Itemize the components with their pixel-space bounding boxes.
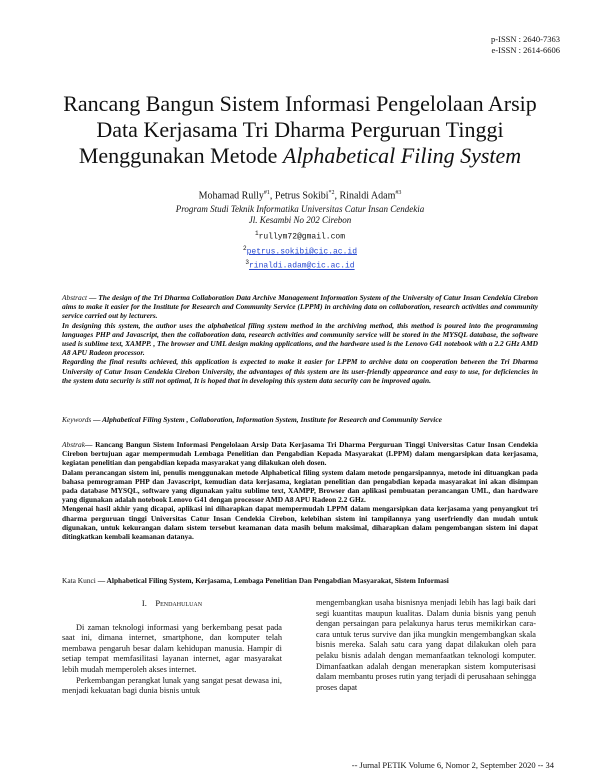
keywords-id-lead: Kata Kunci <box>62 576 96 585</box>
author-2-mark: *2 <box>328 190 335 196</box>
keywords-id-text: — Alphabetical Filing System, Kerjasama, Lembaga Penelitian Dan Pengabdian Masyarakat, Sistem Informasi <box>95 576 449 585</box>
email-3[interactable] <box>0 257 600 272</box>
abstract-id-lead: Abstrak <box>62 440 85 449</box>
email-list <box>0 228 600 272</box>
section-title: Pendahuluan <box>155 598 203 608</box>
author-1-mark: #1 <box>263 190 270 196</box>
title-italic: Alphabetical Filing System <box>282 142 522 168</box>
abstract-id-p1 <box>62 440 538 468</box>
email-2-mark: 2 <box>242 244 247 252</box>
email-2-link[interactable]: petrus.sokibi@cic.ac.id <box>246 247 358 257</box>
title-main: Rancang Bangun Sistem Informasi Pengelolaan Arsip Data Kerjasama Tri Dharma Perguruan Tinggi Menggunakan Metode <box>63 90 537 168</box>
affiliation-address: Jl. Kesambi No 202 Cirebon <box>248 215 352 225</box>
affiliation <box>0 204 600 226</box>
electronic-issn: e-ISSN : 2614-6606 <box>491 45 560 55</box>
section-number: I. <box>141 598 147 608</box>
author-3-mark: #3 <box>395 190 402 196</box>
page-footer: -- Jurnal PETIK Volume 6, Nomor 2, September 2020 -- 34 <box>351 760 554 770</box>
keywords-en-lead: Keywords <box>62 415 92 424</box>
intro-paragraph-1: Di zaman teknologi informasi yang berkembang pesat pada saat ini, dimana internet, smartphone, dan komputer telah membawa pengaruh besar dalam kehidupan manusia. Hampir di setiap tempat memfasilitasi layanan internet, agar masyarakat lebih mudah memperoleh akses internet. <box>62 622 282 674</box>
keywords-indonesian <box>62 576 538 585</box>
section-heading <box>62 598 282 609</box>
author-3: , Rinaldi Adam <box>334 190 396 202</box>
email-1-mark: 1 <box>254 230 259 237</box>
abstract-en-lead: Abstract <box>62 293 88 302</box>
author-2: , Petrus Sokibi <box>269 190 329 202</box>
abstract-en-p1-text: — The design of the Tri Dharma Collaboration Data Archive Management Information System of the University of Catur Insan Cendekia Cirebon aims to make it easier for the Institute for Research and Community Service (LPPM) in archiving data on collaboration, research activities and community service carried out by lecturers. <box>62 293 538 321</box>
column-left <box>62 598 282 697</box>
issn-block <box>491 34 560 56</box>
email-1-text: rullym72@gmail.com <box>258 232 346 242</box>
abstract-indonesian <box>62 440 538 541</box>
author-1: Mohamad Rully <box>198 190 264 202</box>
affiliation-institution: Program Studi Teknik Informatika Universitas Catur Insan Cendekia <box>175 204 425 214</box>
abstract-english <box>62 293 538 385</box>
author-list <box>0 190 600 201</box>
abstract-id-p3: Mengenai hasil akhir yang dicapai, aplikasi ini diharapkan dapat mempermudah LPPM dalam mengarsipkan data kerjasama yang penyangkut tri dharma perguruan tinggi Universitas Catur Insan Cendekia Cirebon, kelebihan sistem ini tampilannya yang userfriendly dan mudah untuk digunakan, untuk kekurangan dalam sistem tersebut keamanan data masih belum maksimal, diharapkan dalam pengembangan sistem ini dapat ditingkatkan kembali keamanan datanya. <box>62 504 538 542</box>
print-issn: p-ISSN : 2640-7363 <box>491 34 560 44</box>
intro-paragraph-2: Perkembangan perangkat lunak yang sangat pesat dewasa ini, menjadi kekuatan bagi dunia bisnis untuk <box>62 675 282 696</box>
column-right <box>316 598 536 693</box>
abstract-id-p1-text: — Rancang Bangun Sistem Informasi Pengelolaan Arsip Data Kerjasama Tri Dharma Perguruan Tinggi Universitas Catur Insan Cendekia Cirebon bertujuan agar mempermudah Lembaga Penelitian dan Pengabdian Kepada Masyarakat (LPPM) dalam mengarsipkan data kerjasama, kegiatan penelitian dan pengabdian kepada masyarakat yang dilakukan oleh dosen. <box>62 440 538 468</box>
abstract-id-p2: Dalam perancangan sistem ini, penulis menggunakan metode Alphabetical filing system dalam metode pengarsipannya, metode ini dituangkan pada bahasa pemrograman PHP dan Javascript, kemudian data kerjasama, kegiatan penelitian dan pengabdian kepada masyarakat ini akan disimpan pada database MYSQL, software yang digunakan yaitu sublime text, XAMPP, Browser dan aplikasi pembuatan perancangan UML, dan hardware yang digunakan adalah notebook Lenovo G41 dengan processor AMD A8 APU Radeon 2.2 GHz. <box>62 467 538 505</box>
paper-title <box>50 91 550 169</box>
email-2[interactable] <box>0 243 600 258</box>
keywords-en-text: — Alphabetical Filing System , Collaboration, Information System, Institute for Research and Community Service <box>91 415 442 424</box>
keywords-english <box>62 415 538 424</box>
abstract-en-p1 <box>62 293 538 321</box>
email-1 <box>0 228 600 243</box>
email-3-link[interactable]: rinaldi.adam@cic.ac.id <box>248 261 355 271</box>
email-3-mark: 3 <box>245 259 249 267</box>
intro-paragraph-continued: mengembangkan usaha bisnisnya menjadi lebih has lagi baik dari segi kuantitas maupun kualitas. Dalam dunia bisnis yang penuh dengan persaingan para pelakunya harus terus memikirkan cara-cara untuk terus survive dan jika mungkin mengembangkan skala bisnis mereka. Salah satu cara yang dapat dilakukan oleh para pelaku bisnis adalah dengan memanfaatkan teknologi komputer. Dimanfaatkan adalah dengan menerapkan sistem komputerisasi dalam membantu proses rutin yang terjadi di perusahaan sehingga proses dapat <box>316 598 536 692</box>
abstract-en-p2: In designing this system, the author uses the alphabetical filing system method in the archiving method, this method is poured into the programming languages PHP and Javascript, then the collaboration data, research activities and community service will be stored in the MYSQL database, the software used is sublime text, XAMPP. , The browser and UML design making applications, and the hardware used is the Lenovo G41 notebook with a 2.2 GHz AMD A8 APU Radeon processor. <box>62 320 538 358</box>
abstract-en-p3: Regarding the final results achieved, this application is expected to make it easier for LPPM to archive data on cooperation between the Tri Dharma University of Catur Insan Cendekia Cirebon University, the advantages of this system are its user-friendly appearance and easy to use, for deficiencies in the system data security is still not optimal, It is hoped that in developing this system data security can be improved again. <box>62 357 538 385</box>
